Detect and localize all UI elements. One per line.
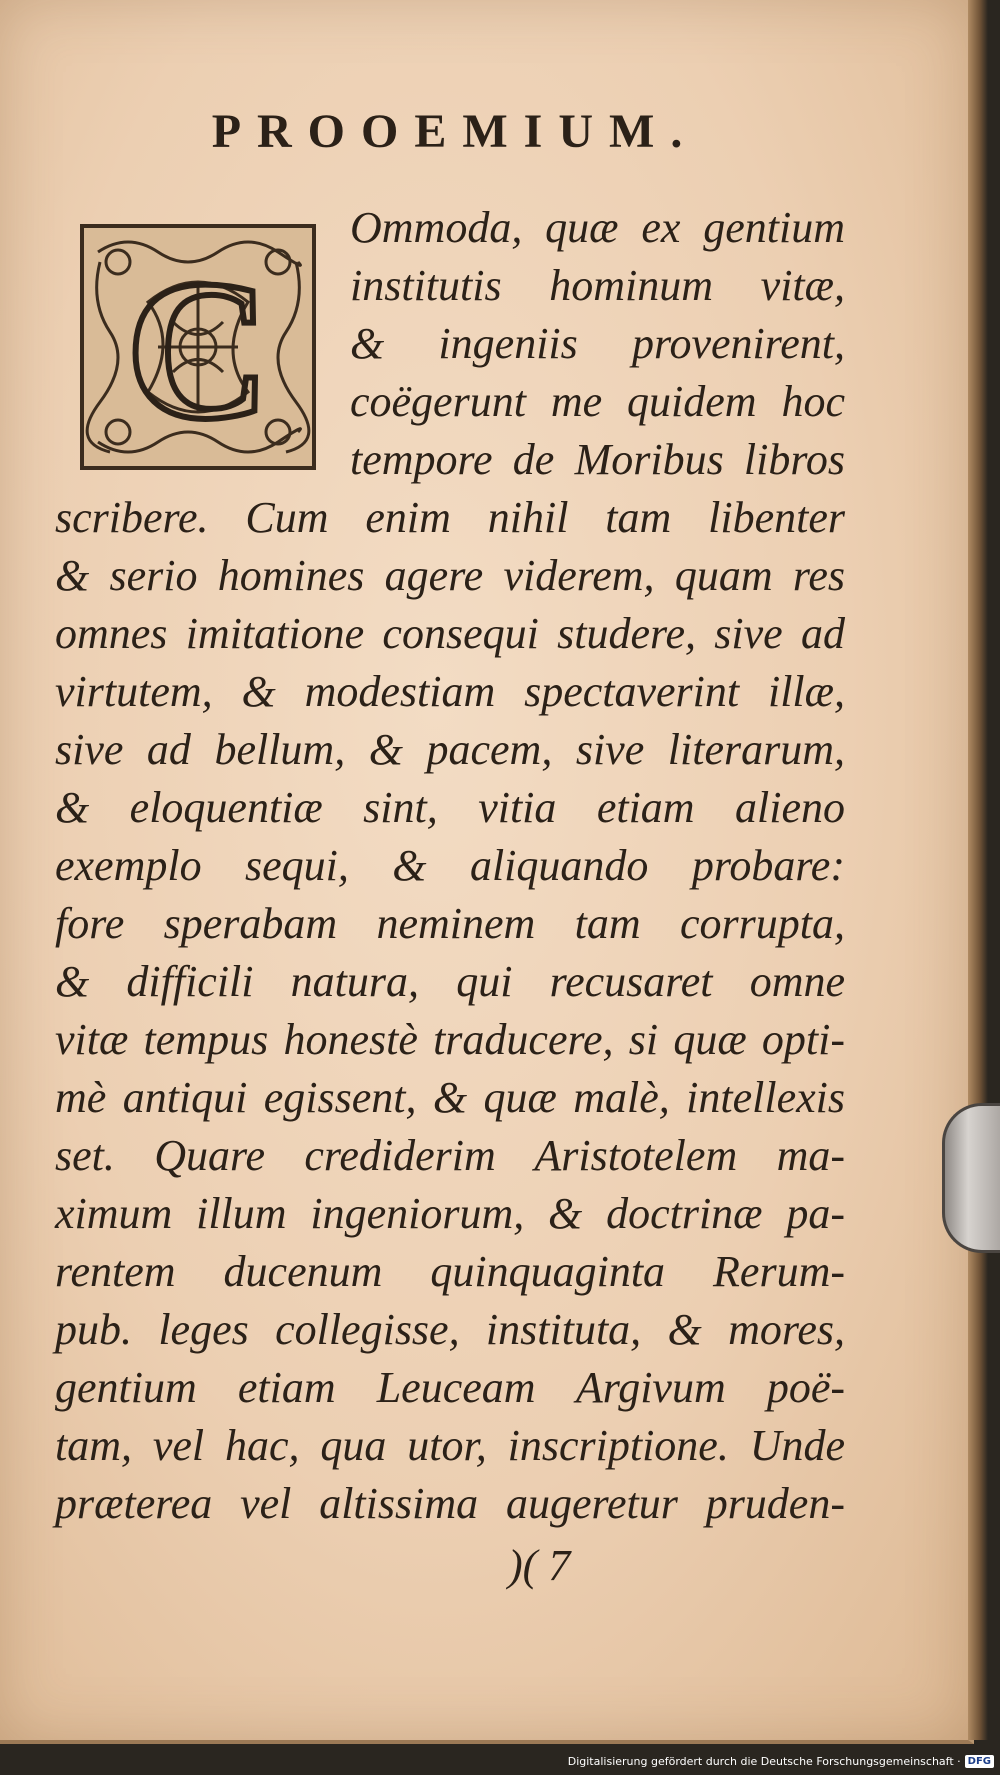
footer-credit: Digitalisierung gefördert durch die Deutsche Forschungsgemeinschaft · [567,1754,961,1768]
page-clip [942,1103,1000,1253]
text-line: tam, vel hac, qua utor, inscriptione. Unde [55,1421,845,1470]
text-line: omnes imitatione consequi studere, sive ad [55,609,845,658]
text-line: exemplo sequi, & aliquando probare: [55,841,845,890]
text-line: & ingeniis provenirent, [350,319,845,368]
text-line: mè antiqui egissent, & quæ malè, intellexis [55,1073,845,1122]
text-line: set. Quare crediderim Aristotelem ma- [55,1131,845,1180]
initial-letter: C [125,240,271,461]
text-line: tempore de Moribus libros [350,435,845,484]
page-header: PROOEMIUM. [211,105,699,158]
text-line: & difficili natura, qui recusaret omne [55,957,845,1006]
text-line: ximum illum ingeniorum, & doctrinæ pa- [55,1189,845,1238]
text-line: & serio homines agere viderem, quam res [55,551,845,600]
dfg-logo: DFG [965,1755,994,1768]
digitization-footer [568,1751,994,1771]
page-edge [968,0,988,1740]
text-line: præterea vel altissima augeretur pruden- [55,1479,845,1528]
text-line: coëgerunt me quidem hoc [350,377,845,426]
text-line: vitæ tempus honestè traducere, si quæ opti- [55,1015,845,1064]
text-line: fore sperabam neminem tam corrupta, [55,899,845,948]
signature-mark: )( 7 [508,1541,571,1590]
text-line: pub. leges collegisse, instituta, & mores, [55,1305,845,1354]
text-line: rentem ducenum quinquaginta Rerum- [55,1247,845,1296]
decorated-initial [78,222,318,472]
text-line: sive ad bellum, & pacem, sive literarum, [55,725,845,774]
text-line: institutis hominum vitæ, [350,261,845,310]
text-line: virtutem, & modestiam spectaverint illæ, [55,667,845,716]
text-line: Ommoda, quæ ex gentium [350,203,845,252]
text-line: gentium etiam Leuceam Argivum poë- [55,1363,845,1412]
text-line: & eloquentiæ sint, vitia etiam alieno [55,783,845,832]
text-line: scribere. Cum enim nihil tam libenter [55,493,845,542]
